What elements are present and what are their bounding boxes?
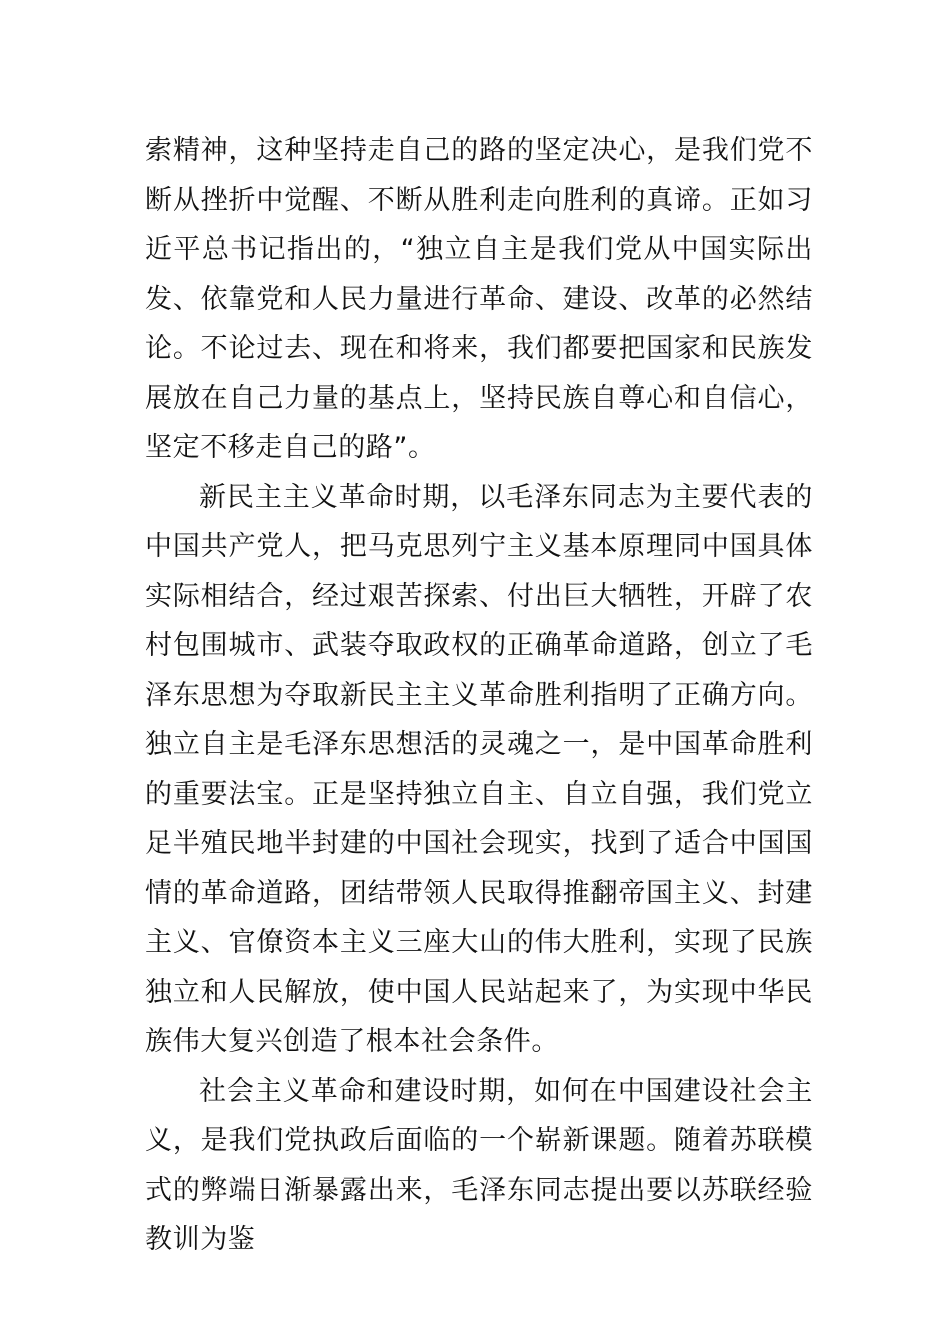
paragraph-continued: 索精神，这种坚持走自己的路的坚定决心，是我们党不断从挫折中觉醒、不断从胜利走向胜利的真谛。正如习近平总书记指出的，“独立自主是我们党从中国实际出发、依靠党和人民力量进行革命、建设、改革的必然结论。不论过去、现在和将来，我们都要把国家和民族发展放在自己力量的基点上，坚持民族自尊心和自信心，坚定不移走自己的路”。	[145, 135, 813, 463]
paragraph-socialist-revolution: 社会主义革命和建设时期，如何在中国建设社会主义，是我们党执政后面临的一个崭新课题。随着苏联模式的弊端日渐暴露出来，毛泽东同志提出要以苏联经验教训为鉴	[145, 1075, 813, 1255]
body-text	[145, 126, 813, 1265]
paragraph-new-democratic-revolution: 新民主主义革命时期，以毛泽东同志为主要代表的中国共产党人，把马克思列宁主义基本原理同中国具体实际相结合，经过艰苦探索、付出巨大牺牲，开辟了农村包围城市、武装夺取政权的正确革命道路，创立了毛泽东思想为夺取新民主主义革命胜利指明了正确方向。独立自主是毛泽东思想活的灵魂之一，是中国革命胜利的重要法宝。正是坚持独立自主、自立自强，我们党立足半殖民地半封建的中国社会现实，找到了适合中国国情的革命道路，团结带领人民取得推翻帝国主义、封建主义、官僚资本主义三座大山的伟大胜利，实现了民族独立和人民解放，使中国人民站起来了，为实现中华民族伟大复兴创造了根本社会条件。	[145, 481, 813, 1057]
